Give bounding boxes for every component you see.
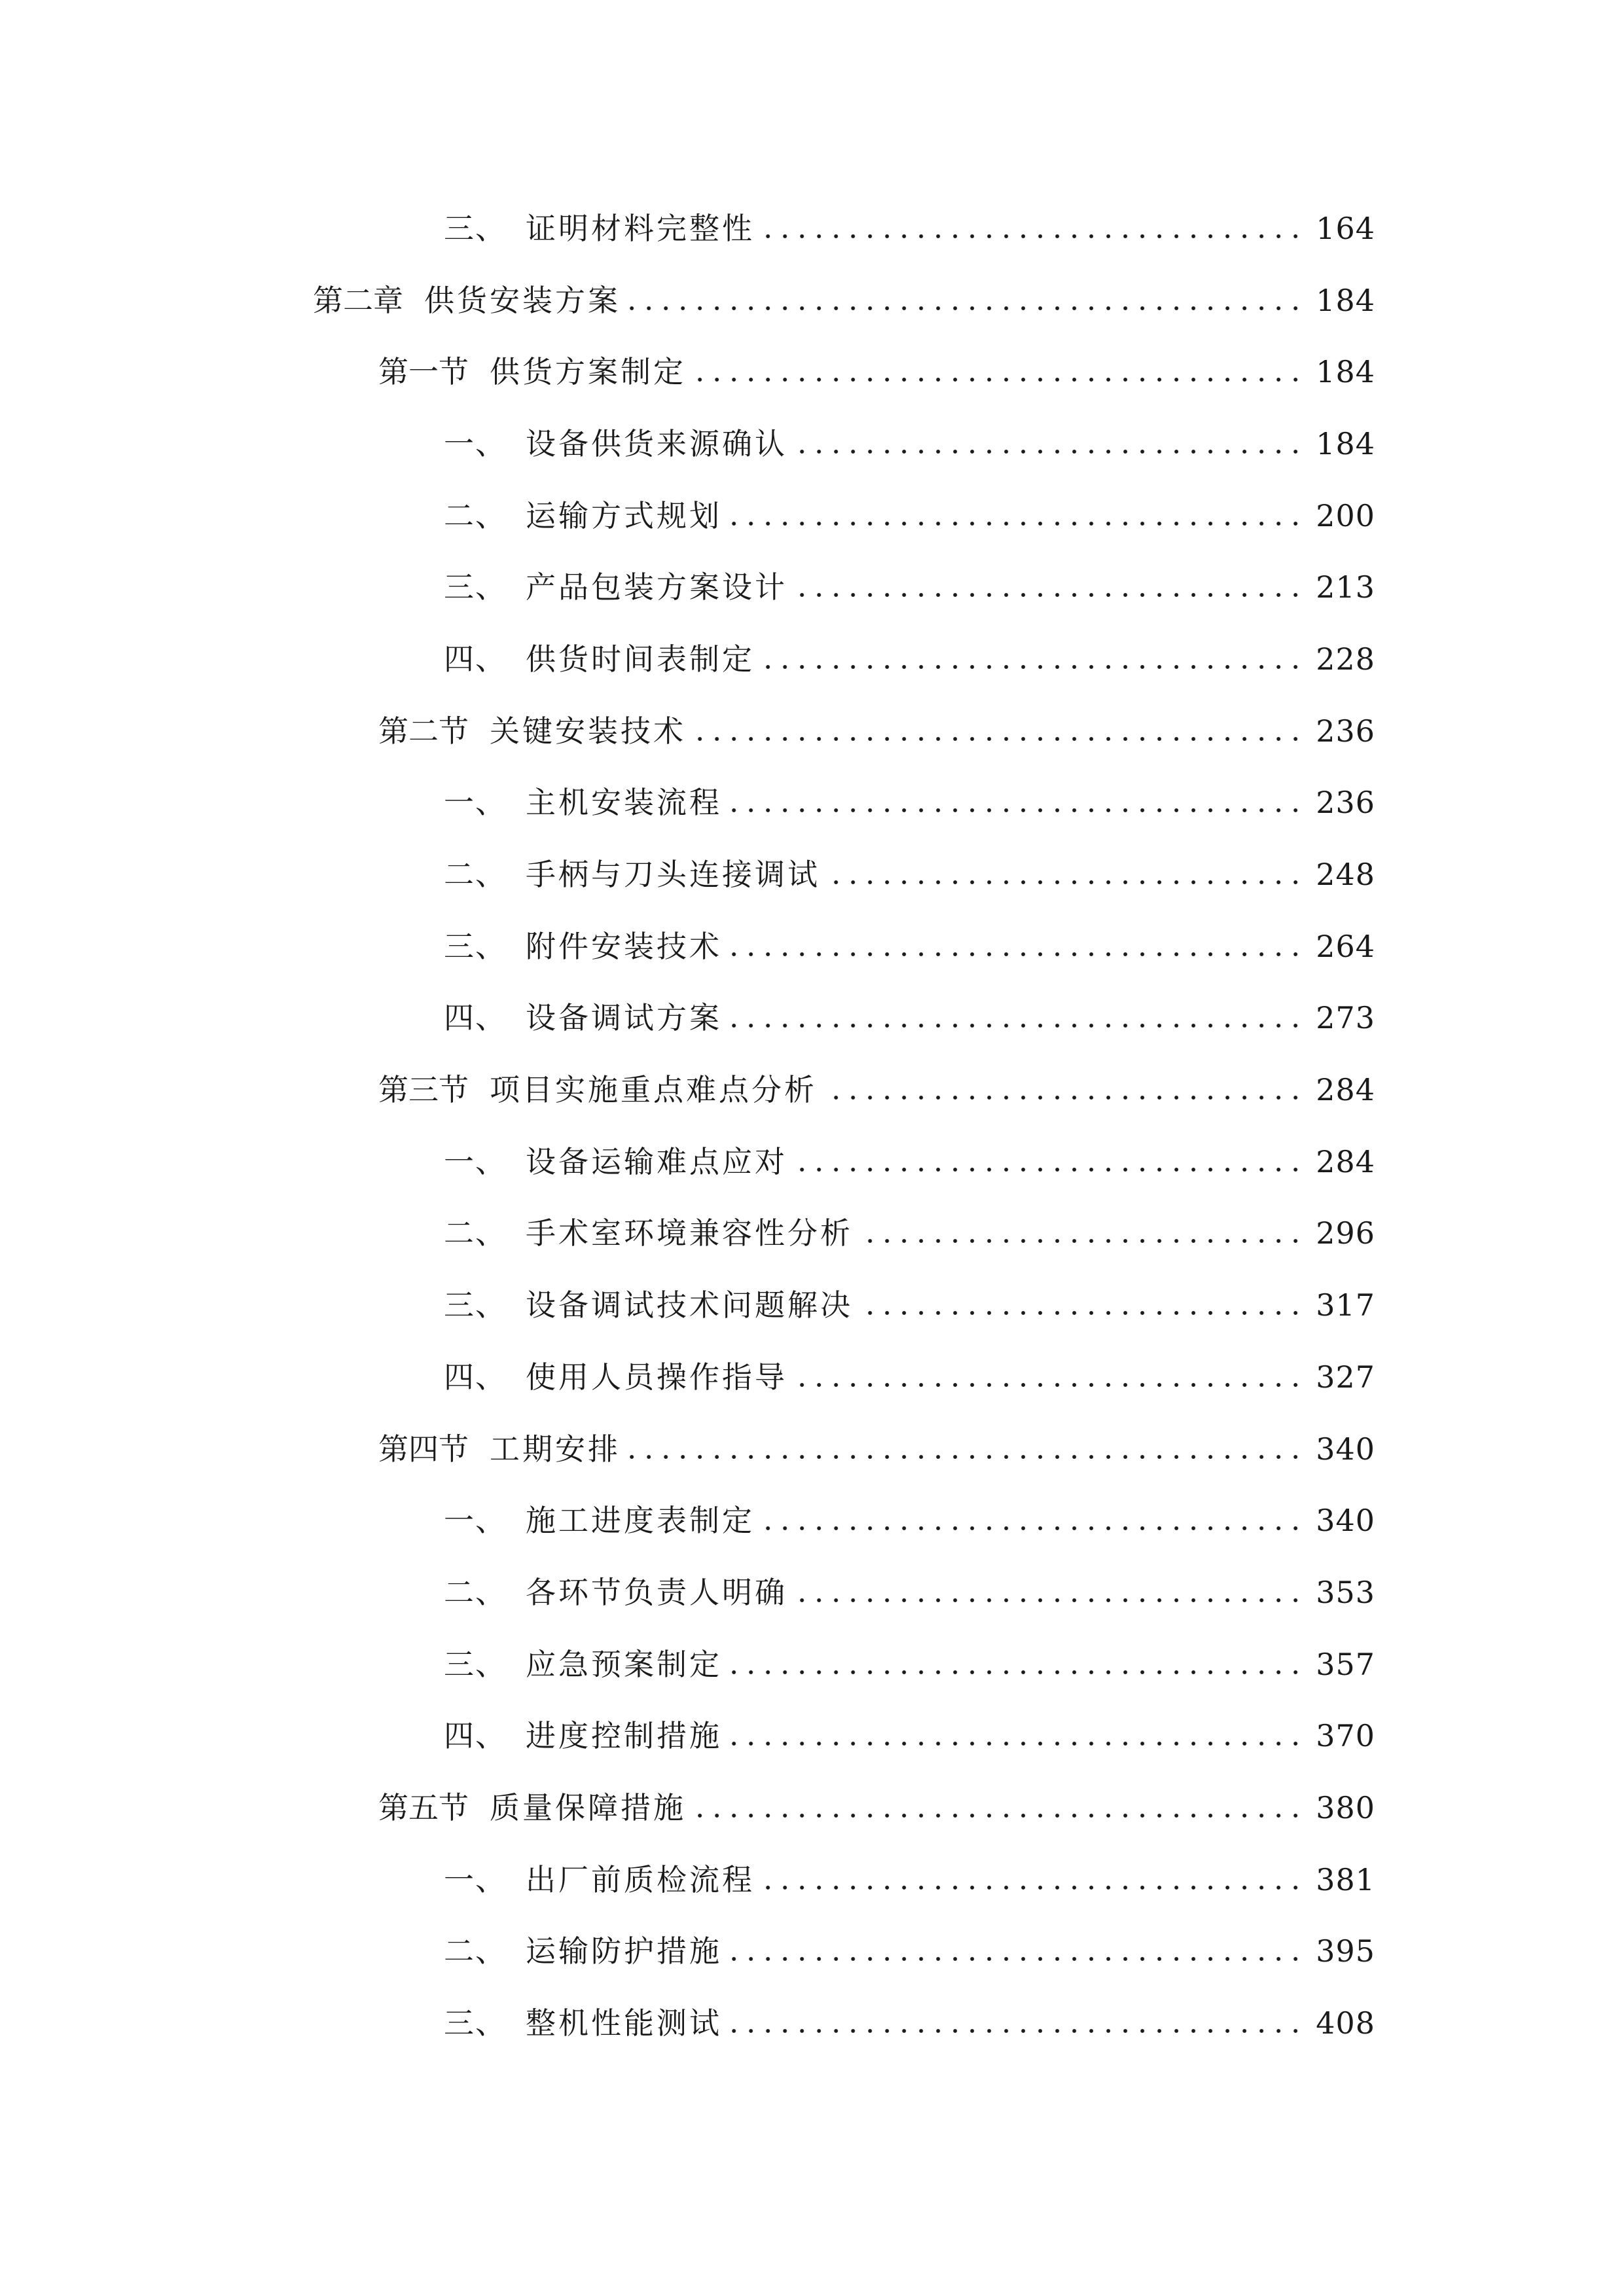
toc-entry[interactable] (444, 1196, 1375, 1251)
toc-entry[interactable] (444, 1627, 1375, 1682)
dot-leader (862, 1238, 1304, 1244)
toc-entry-page: 273 (1316, 1000, 1375, 1035)
toc-entry-number: 第二章 (313, 283, 403, 318)
toc-entry-number: 三、 (444, 211, 507, 246)
toc-entry-number: 四、 (444, 1000, 507, 1035)
toc-entry-title: 进度控制措施 (526, 1718, 722, 1753)
toc-entry-number: 四、 (444, 641, 507, 677)
toc-entry-page: 264 (1316, 929, 1375, 964)
toc-entry-title: 证明材料完整性 (526, 211, 755, 246)
toc-entry-title: 供货方案制定 (490, 354, 686, 389)
toc-entry[interactable] (444, 550, 1375, 605)
toc-entry-number: 二、 (444, 1575, 507, 1610)
toc-entry-title: 关键安装技术 (490, 713, 686, 749)
toc-entry-title: 各环节负责人明确 (526, 1575, 787, 1610)
toc-entry-page: 357 (1316, 1647, 1375, 1682)
toc-entry[interactable] (444, 1483, 1375, 1538)
dot-leader (695, 1812, 1304, 1819)
toc-entry-title: 运输方式规划 (526, 498, 722, 533)
toc-entry-title: 附件安装技术 (526, 929, 722, 964)
toc-entry-number: 四、 (444, 1359, 507, 1395)
toc-entry-page: 184 (1316, 283, 1375, 318)
toc-entry-page: 164 (1316, 211, 1375, 246)
toc-entry-number: 一、 (444, 1144, 507, 1179)
toc-entry-page: 370 (1316, 1718, 1375, 1753)
toc-entry[interactable] (444, 909, 1375, 964)
toc-entry-title: 质量保障措施 (490, 1790, 686, 1825)
toc-entry-page: 408 (1316, 2005, 1375, 2041)
toc-entry-page: 340 (1316, 1503, 1375, 1538)
toc-entry-page: 380 (1316, 1790, 1375, 1825)
toc-entry-number: 二、 (444, 857, 507, 892)
toc-entry-number: 二、 (444, 1215, 507, 1251)
dot-leader (695, 376, 1304, 383)
toc-entry-page: 248 (1316, 857, 1375, 892)
dot-leader (630, 305, 1304, 312)
toc-entry-page: 353 (1316, 1575, 1375, 1610)
toc-entry-number: 第一节 (378, 354, 469, 389)
dot-leader (731, 1956, 1304, 1962)
dot-leader (797, 1597, 1304, 1604)
toc-entry[interactable] (444, 1268, 1375, 1323)
toc-entry-title: 项目实施重点难点分析 (490, 1072, 817, 1107)
dot-leader (731, 1740, 1304, 1747)
toc-entry-section[interactable] (378, 1770, 1375, 1823)
toc-entry-chapter[interactable] (313, 263, 1375, 318)
dot-leader (797, 448, 1304, 455)
toc-entry-title: 设备调试方案 (526, 1000, 722, 1035)
toc-entry[interactable] (444, 622, 1375, 677)
toc-entry[interactable] (444, 980, 1375, 1033)
toc-entry-title: 手柄与刀头连接调试 (526, 857, 820, 892)
dot-leader (731, 951, 1304, 958)
toc-entry-title: 设备供货来源确认 (526, 426, 787, 461)
toc-entry[interactable] (444, 191, 1375, 246)
dot-leader (829, 879, 1304, 886)
toc-entry[interactable] (444, 837, 1375, 892)
toc-entry[interactable] (444, 1698, 1375, 1751)
toc-entry-title: 整机性能测试 (526, 2005, 722, 2041)
toc-entry-number: 一、 (444, 1503, 507, 1538)
toc-entry-number: 三、 (444, 569, 507, 605)
toc-entry-page: 317 (1316, 1287, 1375, 1323)
toc-entry-title: 产品包装方案设计 (526, 569, 787, 605)
toc-entry-page: 327 (1316, 1359, 1375, 1395)
toc-entry-page: 296 (1316, 1215, 1375, 1251)
toc-entry[interactable] (444, 1914, 1375, 1969)
toc-entry-title: 出厂前质检流程 (526, 1862, 755, 1897)
toc-entry-title: 手术室环境兼容性分析 (526, 1215, 853, 1251)
toc-entry-number: 第三节 (378, 1072, 469, 1107)
toc-entry-number: 二、 (444, 1933, 507, 1969)
toc-entry-number: 二、 (444, 498, 507, 533)
toc-entry-page: 381 (1316, 1862, 1375, 1897)
toc-entry-page: 340 (1316, 1431, 1375, 1467)
toc-entry-title: 供货时间表制定 (526, 641, 755, 677)
toc-entry-number: 一、 (444, 785, 507, 820)
toc-entry-page: 200 (1316, 498, 1375, 533)
toc-entry-title: 供货安装方案 (424, 283, 621, 318)
toc-entry[interactable] (444, 765, 1375, 820)
toc-entry-number: 三、 (444, 2005, 507, 2041)
toc-entry-title: 使用人员操作指导 (526, 1359, 787, 1395)
toc-entry-page: 395 (1316, 1933, 1375, 1969)
dot-leader (862, 1310, 1304, 1316)
toc-entry-title: 设备调试技术问题解决 (526, 1287, 853, 1323)
toc-entry-number: 三、 (444, 1647, 507, 1682)
toc-entry-number: 第二节 (378, 713, 469, 749)
dot-leader (731, 2028, 1304, 2034)
toc-entry-page: 284 (1316, 1072, 1375, 1107)
toc-entry-title: 运输防护措施 (526, 1933, 722, 1969)
toc-entry-number: 一、 (444, 1862, 507, 1897)
dot-leader (731, 807, 1304, 814)
toc-entry[interactable] (444, 478, 1375, 531)
dot-leader (826, 1094, 1304, 1101)
toc-entry-title: 主机安装流程 (526, 785, 722, 820)
toc-entry[interactable] (444, 406, 1375, 459)
toc-entry-number: 第四节 (378, 1431, 469, 1467)
dot-leader (797, 1166, 1304, 1173)
toc-entry-number: 四、 (444, 1718, 507, 1753)
toc-entry-number: 一、 (444, 426, 507, 461)
toc-entry-number: 第五节 (378, 1790, 469, 1825)
toc-entry[interactable] (444, 1986, 1375, 2041)
dot-leader (630, 1454, 1304, 1460)
toc-entry-page: 184 (1316, 426, 1375, 461)
toc-entry[interactable] (444, 1340, 1375, 1395)
toc-entry-page: 284 (1316, 1144, 1375, 1179)
toc-entry-section[interactable] (378, 1052, 1375, 1105)
toc-entry-page: 228 (1316, 641, 1375, 677)
dot-leader (731, 1022, 1304, 1029)
dot-leader (764, 1884, 1304, 1891)
toc-entry-number: 三、 (444, 929, 507, 964)
toc-entry-section[interactable] (378, 694, 1375, 749)
toc-entry-page: 236 (1316, 713, 1375, 749)
toc-entry-title: 施工进度表制定 (526, 1503, 755, 1538)
toc-entry-title: 设备运输难点应对 (526, 1144, 787, 1179)
toc-entry-title: 工期安排 (490, 1431, 621, 1467)
dot-leader (764, 1525, 1304, 1532)
toc-entry-section[interactable] (378, 1412, 1375, 1467)
toc-entry[interactable] (444, 1842, 1375, 1895)
toc-entry-section[interactable] (378, 334, 1375, 387)
dot-leader (731, 1669, 1304, 1676)
toc-entry[interactable] (444, 1124, 1375, 1177)
toc-entry-page: 184 (1316, 354, 1375, 389)
dot-leader (695, 736, 1304, 742)
dot-leader (764, 233, 1304, 240)
toc-entry-page: 213 (1316, 569, 1375, 605)
dot-leader (797, 1382, 1304, 1388)
toc-entry-number: 三、 (444, 1287, 507, 1323)
dot-leader (764, 664, 1304, 670)
toc-entry-page: 236 (1316, 785, 1375, 820)
dot-leader (797, 592, 1304, 598)
dot-leader (731, 520, 1304, 527)
toc-entry-title: 应急预案制定 (526, 1647, 722, 1682)
toc-entry[interactable] (444, 1555, 1375, 1610)
